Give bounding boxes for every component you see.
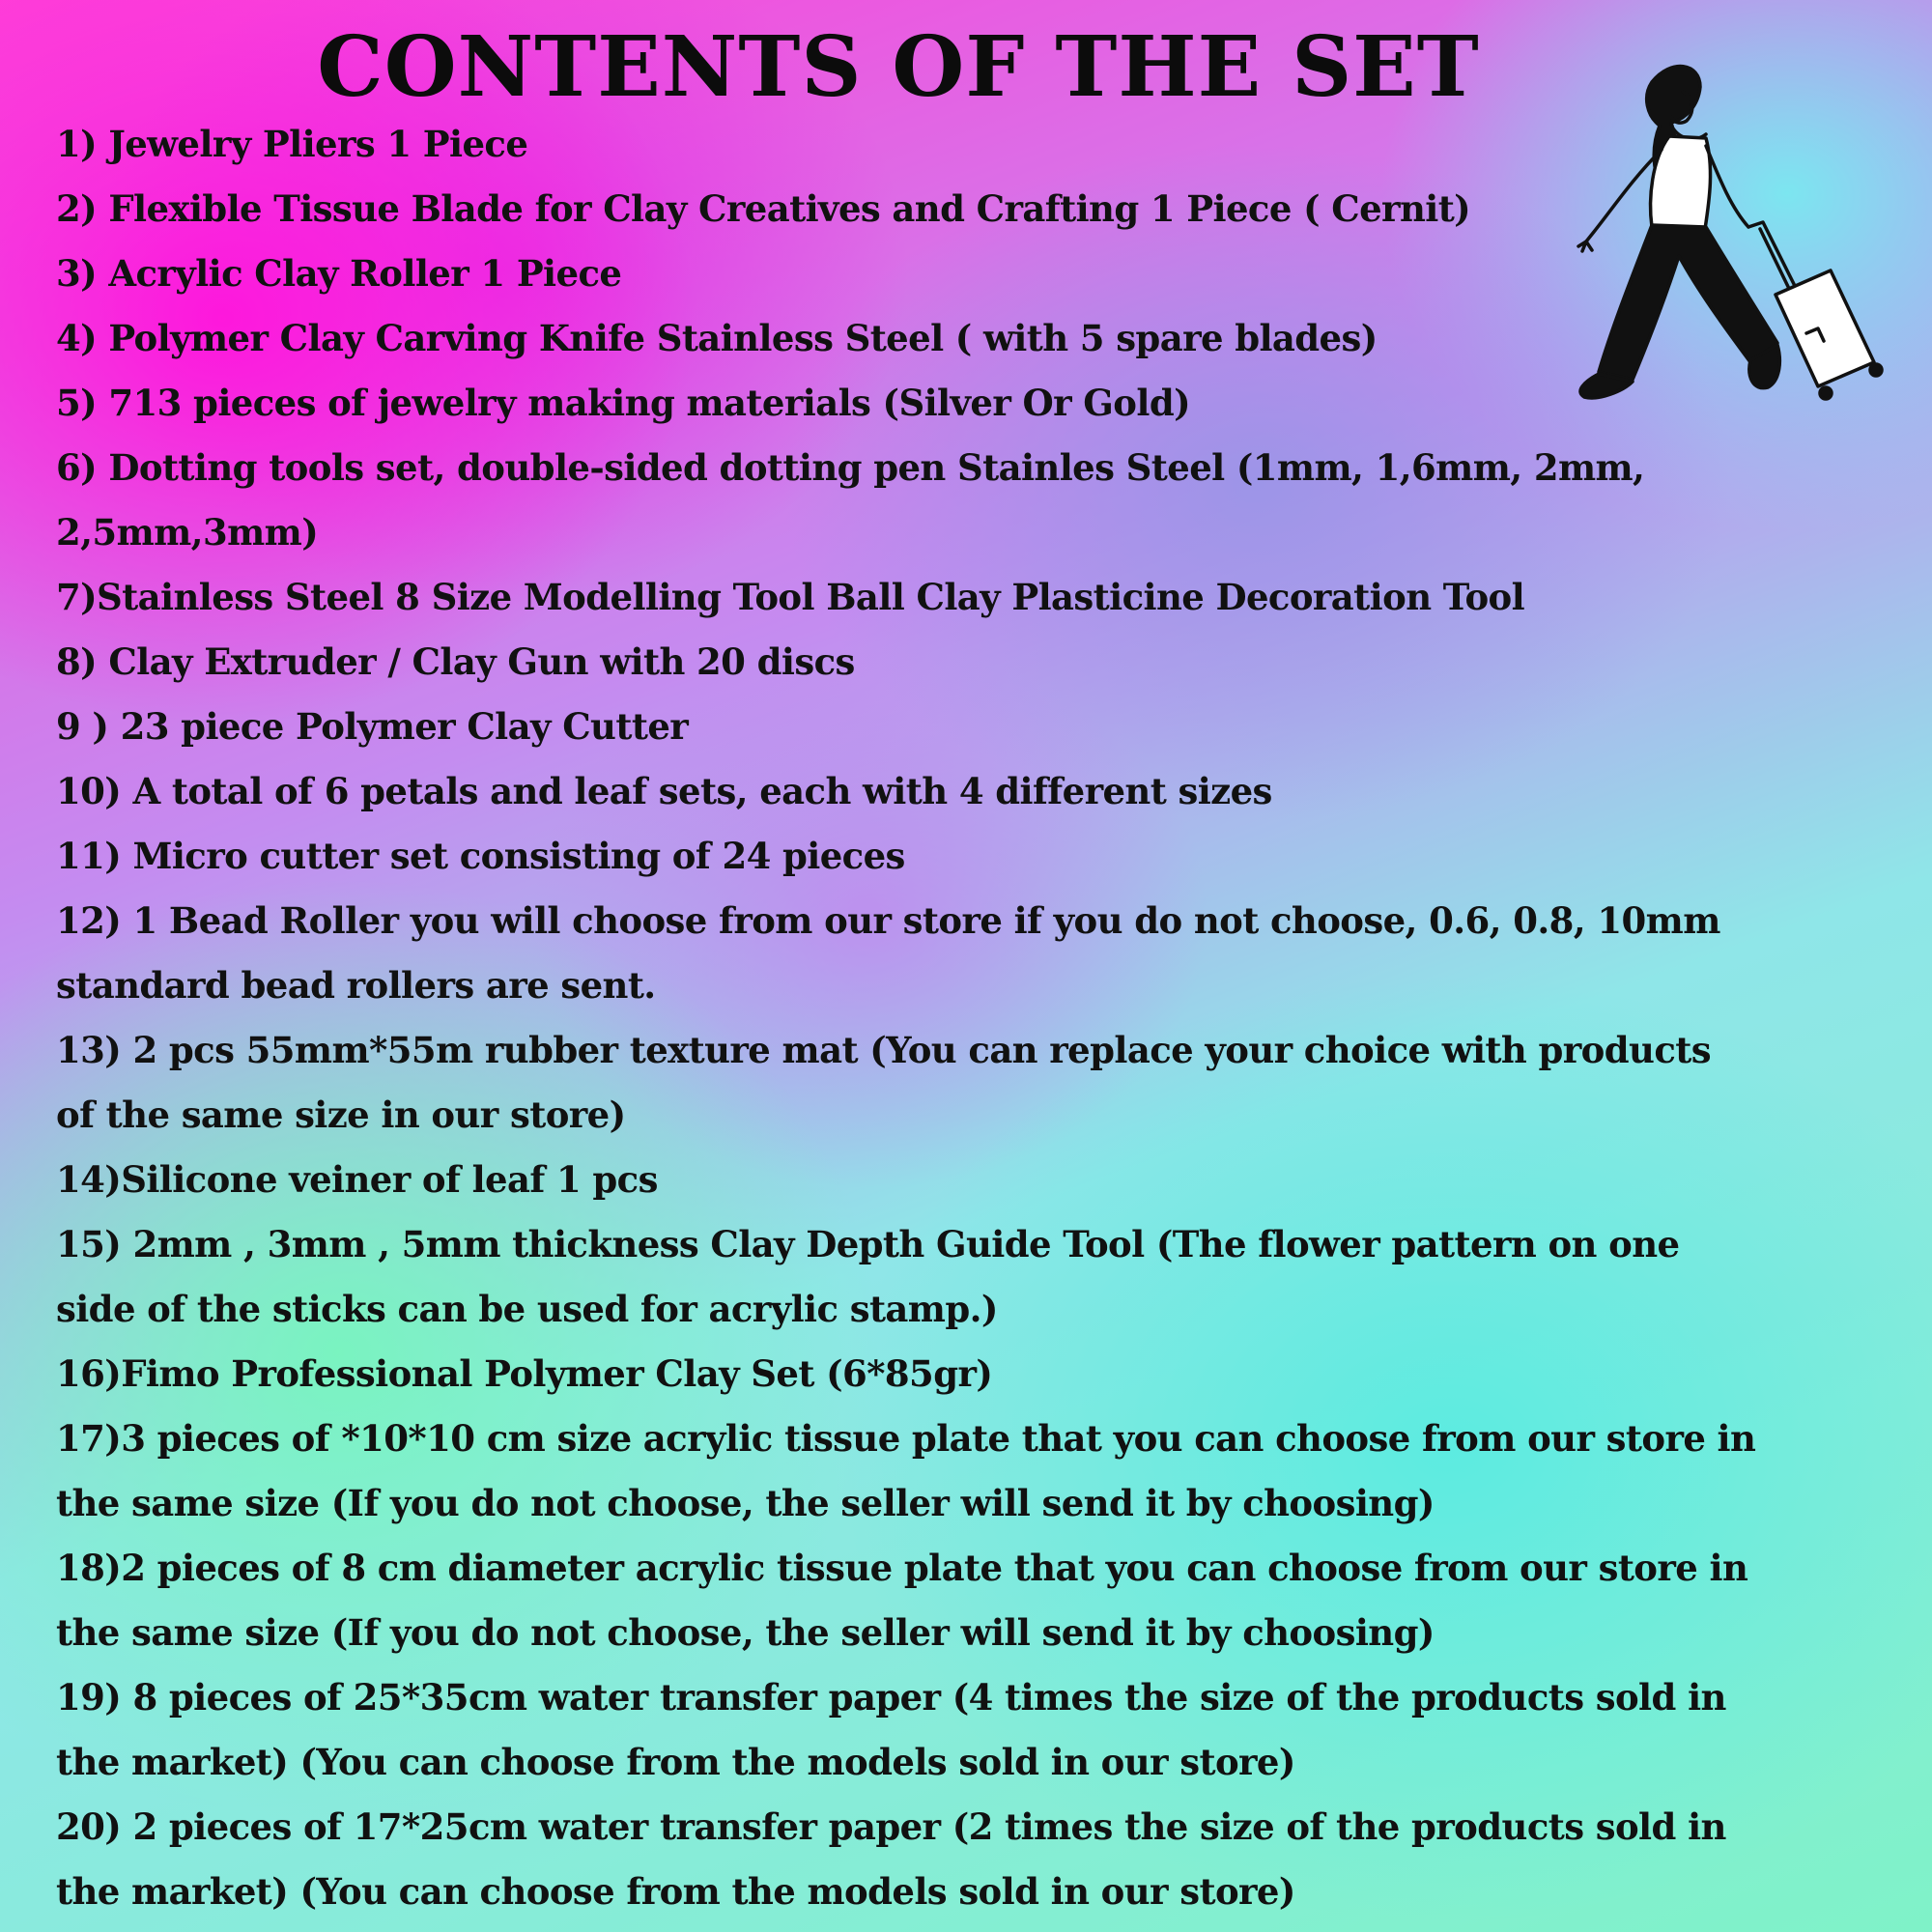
list-item-continuation: standard bead rollers are sent. [56, 964, 656, 1007]
list-item: 2) Flexible Tissue Blade for Clay Creatives and Crafting 1 Piece ( Cernit) [56, 187, 1471, 230]
list-item: 10) A total of 6 petals and leaf sets, each with 4 different sizes [56, 770, 1272, 812]
list-item-continuation: 2,5mm,3mm) [56, 511, 319, 554]
list-item: 16)Fimo Professional Polymer Clay Set (6*85gr) [56, 1352, 993, 1395]
list-item: 6) Dotting tools set, double-sided dotting pen Stainles Steel (1mm, 1,6mm, 2mm, [56, 446, 1645, 489]
list-item: 5) 713 pieces of jewelry making materials (Silver Or Gold) [56, 382, 1191, 424]
list-item-continuation: the same size (If you do not choose, the seller will send it by choosing) [56, 1611, 1435, 1654]
list-item: 17)3 pieces of *10*10 cm size acrylic tissue plate that you can choose from our store in [56, 1417, 1756, 1460]
contents-list [56, 112, 1891, 1924]
list-item-continuation: the same size (If you do not choose, the seller will send it by choosing) [56, 1482, 1435, 1524]
list-item: 15) 2mm , 3mm , 5mm thickness Clay Depth Guide Tool (The flower pattern on one [56, 1223, 1680, 1265]
list-item: 12) 1 Bead Roller you will choose from our store if you do not choose, 0.6, 0.8, 10mm [56, 899, 1720, 942]
list-item: 4) Polymer Clay Carving Knife Stainless Steel ( with 5 spare blades) [56, 317, 1378, 359]
list-item: 13) 2 pcs 55mm*55m rubber texture mat (You can replace your choice with products [56, 1029, 1711, 1071]
list-item: 14)Silicone veiner of leaf 1 pcs [56, 1158, 658, 1201]
list-item: 11) Micro cutter set consisting of 24 pieces [56, 835, 905, 877]
list-item: 20) 2 pieces of 17*25cm water transfer paper (2 times the size of the products sold in [56, 1805, 1726, 1848]
list-item-continuation: side of the sticks can be used for acrylic stamp.) [56, 1288, 998, 1330]
list-item: 7)Stainless Steel 8 Size Modelling Tool Ball Clay Plasticine Decoration Tool [56, 576, 1525, 618]
list-item: 9 ) 23 piece Polymer Clay Cutter [56, 705, 689, 748]
list-item: 18)2 pieces of 8 cm diameter acrylic tissue plate that you can choose from our store in [56, 1547, 1748, 1589]
list-item: 3) Acrylic Clay Roller 1 Piece [56, 252, 622, 295]
list-item: 1) Jewelry Pliers 1 Piece [56, 123, 528, 165]
page-title: CONTENTS OF THE SET [317, 18, 1480, 116]
list-item-continuation: of the same size in our store) [56, 1094, 626, 1136]
list-item-continuation: the market) (You can choose from the models sold in our store) [56, 1741, 1295, 1783]
list-item-continuation: the market) (You can choose from the models sold in our store) [56, 1870, 1295, 1913]
list-item: 19) 8 pieces of 25*35cm water transfer paper (4 times the size of the products sold in [56, 1676, 1726, 1719]
list-item: 8) Clay Extruder / Clay Gun with 20 discs [56, 640, 855, 683]
